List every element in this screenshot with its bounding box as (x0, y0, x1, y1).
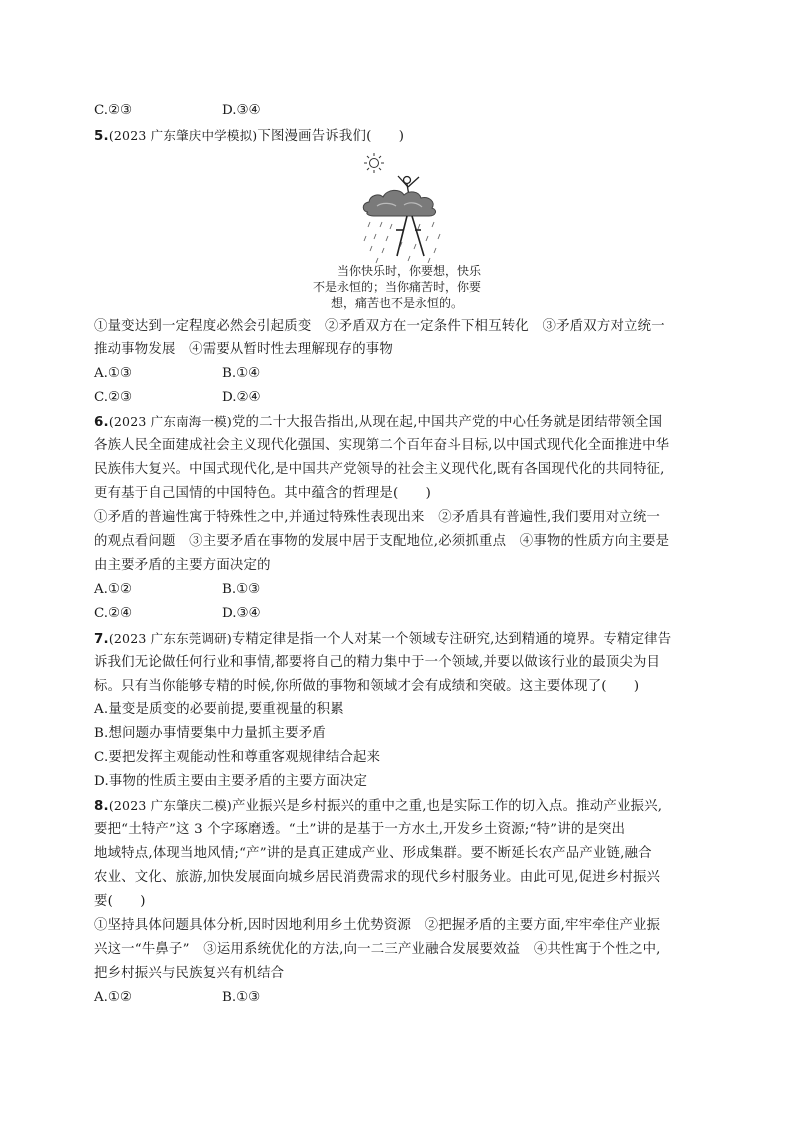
statement-line: 的观点看问题 ③主要矛盾在事物的发展中居于支配地位,必须抓重点 ④事物的性质方向主要是 (94, 534, 670, 549)
question-stem-line: 要把“土特产”这 3 个字琢磨透。“土”讲的是基于一方水土,开发乡土资源;“特”讲的是突出 (94, 822, 626, 837)
choice-a[interactable]: A.量变是质变的必要前提,要重视量的积累 (94, 702, 344, 717)
statement-line: 把乡村振兴与民族复兴有机结合 (94, 966, 285, 981)
question-source: (2023 广东东莞调研) (108, 631, 232, 646)
option-d[interactable]: D.②④ (222, 390, 261, 405)
option-b[interactable]: B.①③ (222, 582, 261, 597)
option-a[interactable]: A.①② (94, 582, 132, 597)
question-stem-line: 标。只有当你能够专精的时候,你所做的事物和领域才会有成绩和突破。这主要体现了( ) (94, 679, 640, 694)
cartoon-caption-line-1: 当你快乐时，你要想，快乐 (336, 264, 481, 278)
question-8-header (94, 797, 662, 815)
option-a[interactable]: A.①② (94, 990, 132, 1005)
question-stem-line: 地域特点,体现当地风情;“产”讲的是真正建成产业、形成集群。要不断延长农产品产业链,融合 (94, 846, 652, 861)
option-c[interactable]: C.②③ (94, 103, 133, 118)
choice-d[interactable]: D.事物的性质主要由主要矛盾的主要方面决定 (94, 774, 368, 789)
question-stem-line: 农业、文化、旅游,加快发展面向城乡居民消费需求的现代乡村服务业。由此可见,促进乡村振兴 (94, 870, 661, 885)
question-stem: 产业振兴是乡村振兴的重中之重,也是实际工作的切入点。推动产业振兴, (231, 799, 663, 814)
option-a[interactable]: A.①③ (94, 366, 132, 381)
question-source: (2023 广东肇庆中学模拟) (108, 128, 258, 143)
stilt-legs-icon (396, 216, 424, 256)
option-c[interactable]: C.②④ (94, 606, 133, 621)
cloud-icon (363, 190, 435, 216)
question-stem: 下图漫画告诉我们( ) (257, 129, 405, 144)
statement-line: 兴这一“牛鼻子” ③运用系统优化的方法,向一二三产业融合发展要效益 ④共性寓于个性之中, (94, 942, 661, 957)
sun-icon (364, 153, 384, 173)
question-number: 7. (94, 632, 109, 647)
option-d[interactable]: D.③④ (222, 606, 261, 621)
statement-line: 由主要矛盾的主要方面决定的 (94, 558, 271, 573)
option-b[interactable]: B.①④ (222, 366, 261, 381)
question-5-header (94, 127, 404, 145)
question-number: 8. (94, 799, 109, 814)
question-source: (2023 广东肇庆二模) (108, 798, 232, 813)
cartoon-image (352, 150, 452, 265)
question-number: 6. (94, 415, 109, 430)
question-stem-line: 民族伟大复兴。中国式现代化,是中国共产党领导的社会主义现代化,既有各国现代化的共同特征, (94, 462, 665, 477)
statement-line: ①矛盾的普遍性寓于特殊性之中,并通过特殊性表现出来 ②矛盾具有普遍性,我们要用对立统一 (94, 510, 661, 525)
statement-line: ①坚持具体问题具体分析,因时因地利用乡土优势资源 ②把握矛盾的主要方面,牢牢牵住产业振 (94, 918, 661, 933)
option-b[interactable]: B.①③ (222, 990, 261, 1005)
option-d[interactable]: D.③④ (222, 103, 261, 118)
rain-icon (364, 222, 440, 263)
question-stem-line: 诉我们无论做任何行业和事情,都要将自己的精力集中于一个领域,并要以做该行业的最顶尖为目 (94, 655, 661, 670)
question-stem-line: 要( ) (94, 894, 146, 909)
question-number: 5. (94, 129, 109, 144)
question-stem-line: 更有基于自己国情的中国特色。其中蕴含的哲理是( ) (94, 486, 432, 501)
question-stem: 专精定律是指一个人对某一个领域专注研究,达到精通的境界。专精定律告 (231, 632, 672, 647)
question-stem-line: 各族人民全面建成社会主义现代化强国、实现第二个百年奋斗目标,以中国式现代化全面推进中华 (94, 438, 670, 453)
choice-b[interactable]: B.想问题办事情要集中力量抓主要矛盾 (94, 726, 326, 741)
question-stem: 党的二十大报告指出,从现在起,中国共产党的中心任务就是团结带领全国 (231, 415, 663, 430)
statement-line: 推动事物发展 ④需要从暂时性去理解现存的事物 (94, 342, 393, 357)
question-source: (2023 广东南海一模) (108, 414, 232, 429)
question-6-header (94, 413, 662, 431)
choice-c[interactable]: C.要把发挥主观能动性和尊重客观规律结合起来 (94, 750, 381, 765)
question-7-header (94, 630, 671, 648)
option-c[interactable]: C.②③ (94, 390, 133, 405)
cartoon-caption-line-3: 想，痛苦也不是永恒的。 (330, 296, 463, 310)
cartoon-caption-line-2: 不是永恒的；当你痛苦时，你要 (312, 280, 481, 294)
statement-line: ①量变达到一定程度必然会引起质变 ②矛盾双方在一定条件下相互转化 ③矛盾双方对立统一 (94, 319, 665, 334)
